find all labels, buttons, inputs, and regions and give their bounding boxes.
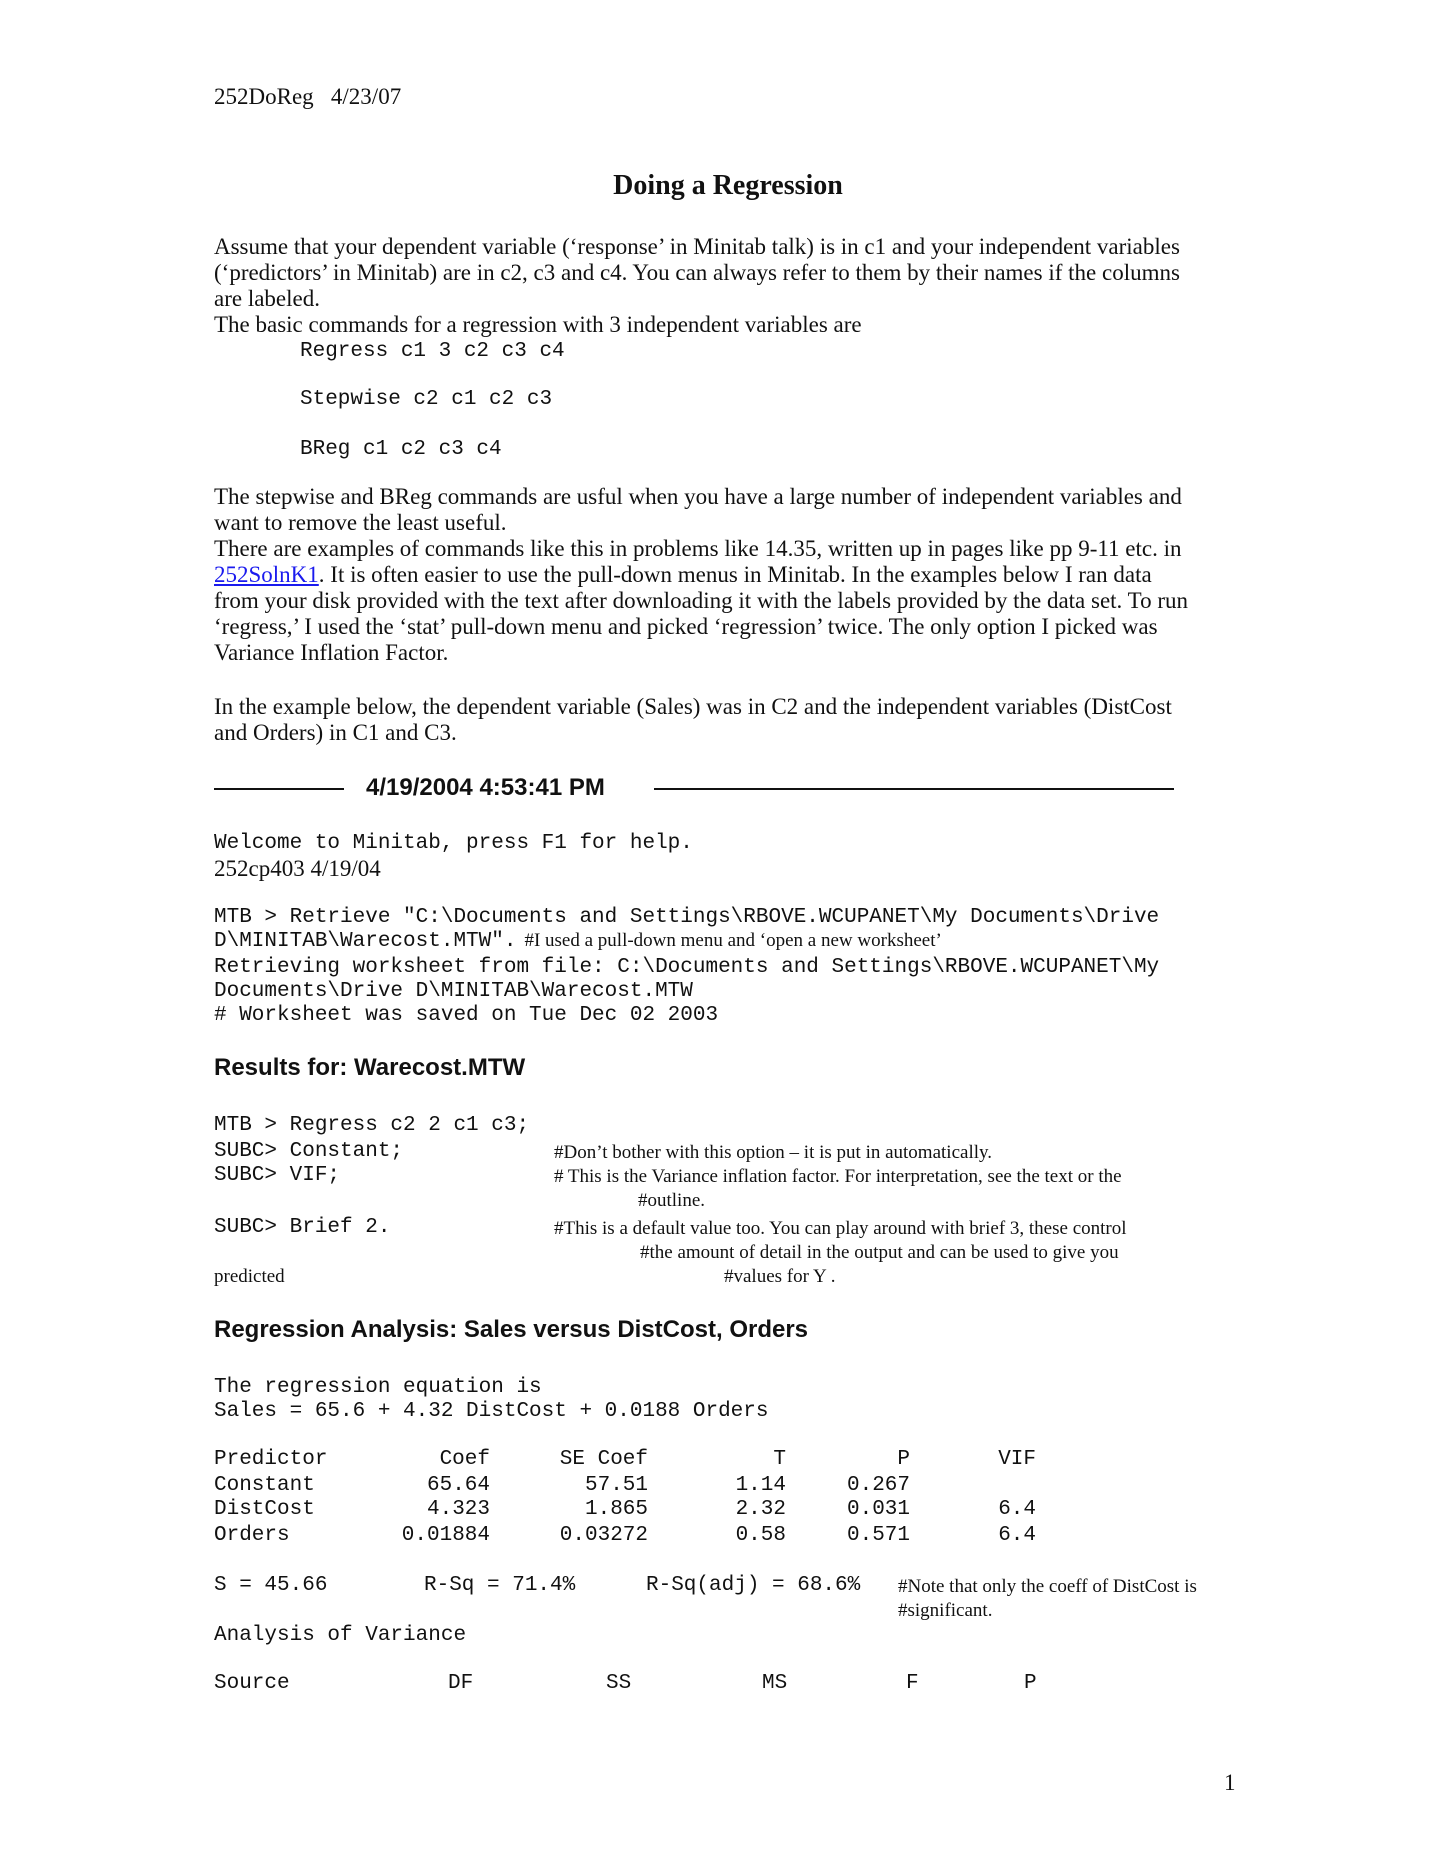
- table-row-distcost-coef: 4.323: [426, 1498, 490, 1521]
- table-row-distcost-vif: 6.4: [998, 1498, 1036, 1521]
- coef-header-coef: Coef: [439, 1448, 490, 1471]
- doc-header: [214, 84, 401, 110]
- table-row-constant-se: 57.51: [584, 1474, 648, 1497]
- file-note: 252cp403 4/19/04: [214, 856, 381, 881]
- separator-right: [654, 788, 1174, 790]
- results-header: Results for: Warecost.MTW: [214, 1054, 526, 1081]
- solution-link[interactable]: 252SolnK1: [214, 562, 319, 587]
- session-timestamp: 4/19/2004 4:53:41 PM: [366, 774, 605, 801]
- table-row-constant-t: 1.14: [735, 1474, 786, 1497]
- subc-constant: SUBC> Constant;: [214, 1140, 404, 1163]
- doc-date: 4/23/07: [330, 84, 402, 109]
- anova-header-df: DF: [448, 1672, 474, 1695]
- regress-cmd-line: MTB > Regress c2 2 c1 c3;: [214, 1114, 530, 1137]
- page-title: Doing a Regression: [613, 170, 843, 201]
- coef-header-p: P: [897, 1448, 910, 1471]
- table-row-constant-predictor: Constant: [214, 1474, 315, 1497]
- note-constant: #Don’t bother with this option – it is put in automatically.: [554, 1142, 993, 1163]
- regress-command: Regress c1 3 c2 c3 c4: [300, 340, 565, 363]
- para2-line-1: The stepwise and BReg commands are usful when you have a large number of independent variables and: [214, 484, 1182, 509]
- para2-line-2: want to remove the least useful.: [214, 510, 507, 535]
- para3-line-2: and Orders) in C1 and C3.: [214, 720, 457, 745]
- saved-line: # Worksheet was saved on Tue Dec 02 2003: [214, 1004, 719, 1027]
- stat-rsq: R-Sq = 71.4%: [424, 1574, 576, 1597]
- page-number: 1: [1224, 1770, 1236, 1795]
- table-row-constant-p: 0.267: [846, 1474, 910, 1497]
- separator-left: [214, 788, 344, 790]
- welcome-line: Welcome to Minitab, press F1 for help.: [214, 832, 693, 855]
- table-row-distcost-predictor: DistCost: [214, 1498, 315, 1521]
- coef-header-se: SE Coef: [559, 1448, 648, 1471]
- table-row-orders-t: 0.58: [735, 1524, 786, 1547]
- table-row-distcost-p: 0.031: [846, 1498, 910, 1521]
- regression-equation: Sales = 65.6 + 4.32 DistCost + 0.0188 Orders: [214, 1400, 769, 1423]
- note-brief-c-left: predicted: [214, 1266, 285, 1287]
- table-row-orders-coef: 0.01884: [401, 1524, 490, 1547]
- intro-line-4: The basic commands for a regression with 3 independent variables are: [214, 312, 862, 337]
- stat-rsq-adj: R-Sq(adj) = 68.6%: [646, 1574, 861, 1597]
- table-row-orders-vif: 6.4: [998, 1524, 1036, 1547]
- para2-line-3: There are examples of commands like this in problems like 14.35, written up in pages like pp 9-11 etc. in: [214, 536, 1182, 561]
- table-row-distcost-t: 2.32: [735, 1498, 786, 1521]
- coef-header-predictor: Predictor: [214, 1448, 328, 1471]
- table-row-constant-coef: 65.64: [426, 1474, 490, 1497]
- para2-line-4: [214, 562, 1152, 588]
- subc-vif: SUBC> VIF;: [214, 1164, 341, 1187]
- retrieving-line-1: Retrieving worksheet from file: C:\Documents and Settings\RBOVE.WCUPANET\My: [214, 956, 1160, 979]
- table-row-orders-p: 0.571: [846, 1524, 910, 1547]
- anova-header-f: F: [906, 1672, 919, 1695]
- note-vif-a: # This is the Variance inflation factor. For interpretation, see the text or the: [554, 1166, 1122, 1187]
- anova-label: Analysis of Variance: [214, 1624, 467, 1647]
- para2-line-6: ‘regress,’ I used the ‘stat’ pull-down menu and picked ‘regression’ twice. The only option I picked was: [214, 614, 1158, 639]
- note-brief-a: #This is a default value too. You can play around with brief 3, these control: [554, 1218, 1127, 1239]
- anova-header-p: P: [1024, 1672, 1037, 1695]
- anova-header-ss: SS: [606, 1672, 632, 1695]
- note-vif-b: #outline.: [638, 1190, 706, 1211]
- significance-note-a: #Note that only the coeff of DistCost is: [898, 1576, 1197, 1597]
- table-row-orders-se: 0.03272: [559, 1524, 648, 1547]
- retrieve-path: D\MINITAB\Warecost.MTW".: [214, 930, 517, 953]
- para2-line-7: Variance Inflation Factor.: [214, 640, 449, 665]
- para3-line-1: In the example below, the dependent variable (Sales) was in C2 and the independent variables (DistCost: [214, 694, 1172, 719]
- retrieve-line-2: [214, 930, 942, 953]
- note-brief-b: #the amount of detail in the output and can be used to give you: [640, 1242, 1119, 1263]
- retrieve-note: #I used a pull-down menu and ‘open a new worksheet’: [524, 930, 942, 951]
- intro-line-3: are labeled.: [214, 286, 320, 311]
- anova-header-ms: MS: [762, 1672, 788, 1695]
- table-row-orders-predictor: Orders: [214, 1524, 290, 1547]
- equation-label: The regression equation is: [214, 1376, 542, 1399]
- retrieving-line-2: Documents\Drive D\MINITAB\Warecost.MTW: [214, 980, 693, 1003]
- retrieve-line-1: MTB > Retrieve "C:\Documents and Settings\RBOVE.WCUPANET\My Documents\Drive: [214, 906, 1160, 929]
- doc-id: 252DoReg: [214, 84, 314, 109]
- coef-header-t: T: [773, 1448, 786, 1471]
- intro-line-1: Assume that your dependent variable (‘response’ in Minitab talk) is in c1 and your independent variables: [214, 234, 1180, 259]
- subc-brief: SUBC> Brief 2.: [214, 1216, 391, 1239]
- stepwise-command: Stepwise c2 c1 c2 c3: [300, 388, 553, 411]
- para2-line-5: from your disk provided with the text after downloading it with the labels provided by the data set. To run: [214, 588, 1188, 613]
- breg-command: BReg c1 c2 c3 c4: [300, 438, 502, 461]
- stat-s: S = 45.66: [214, 1574, 328, 1597]
- table-row-distcost-se: 1.865: [584, 1498, 648, 1521]
- significance-note-b: #significant.: [898, 1600, 993, 1621]
- note-brief-c-right: #values for Y .: [724, 1266, 836, 1287]
- intro-line-2: (‘predictors’ in Minitab) are in c2, c3 and c4. You can always refer to them by their names if the columns: [214, 260, 1180, 285]
- para2-line-4-rest: . It is often easier to use the pull-down menus in Minitab. In the examples below I ran data: [318, 562, 1152, 587]
- analysis-header: Regression Analysis: Sales versus DistCost, Orders: [214, 1316, 809, 1343]
- coef-header-vif: VIF: [998, 1448, 1036, 1471]
- anova-header-source: Source: [214, 1672, 290, 1695]
